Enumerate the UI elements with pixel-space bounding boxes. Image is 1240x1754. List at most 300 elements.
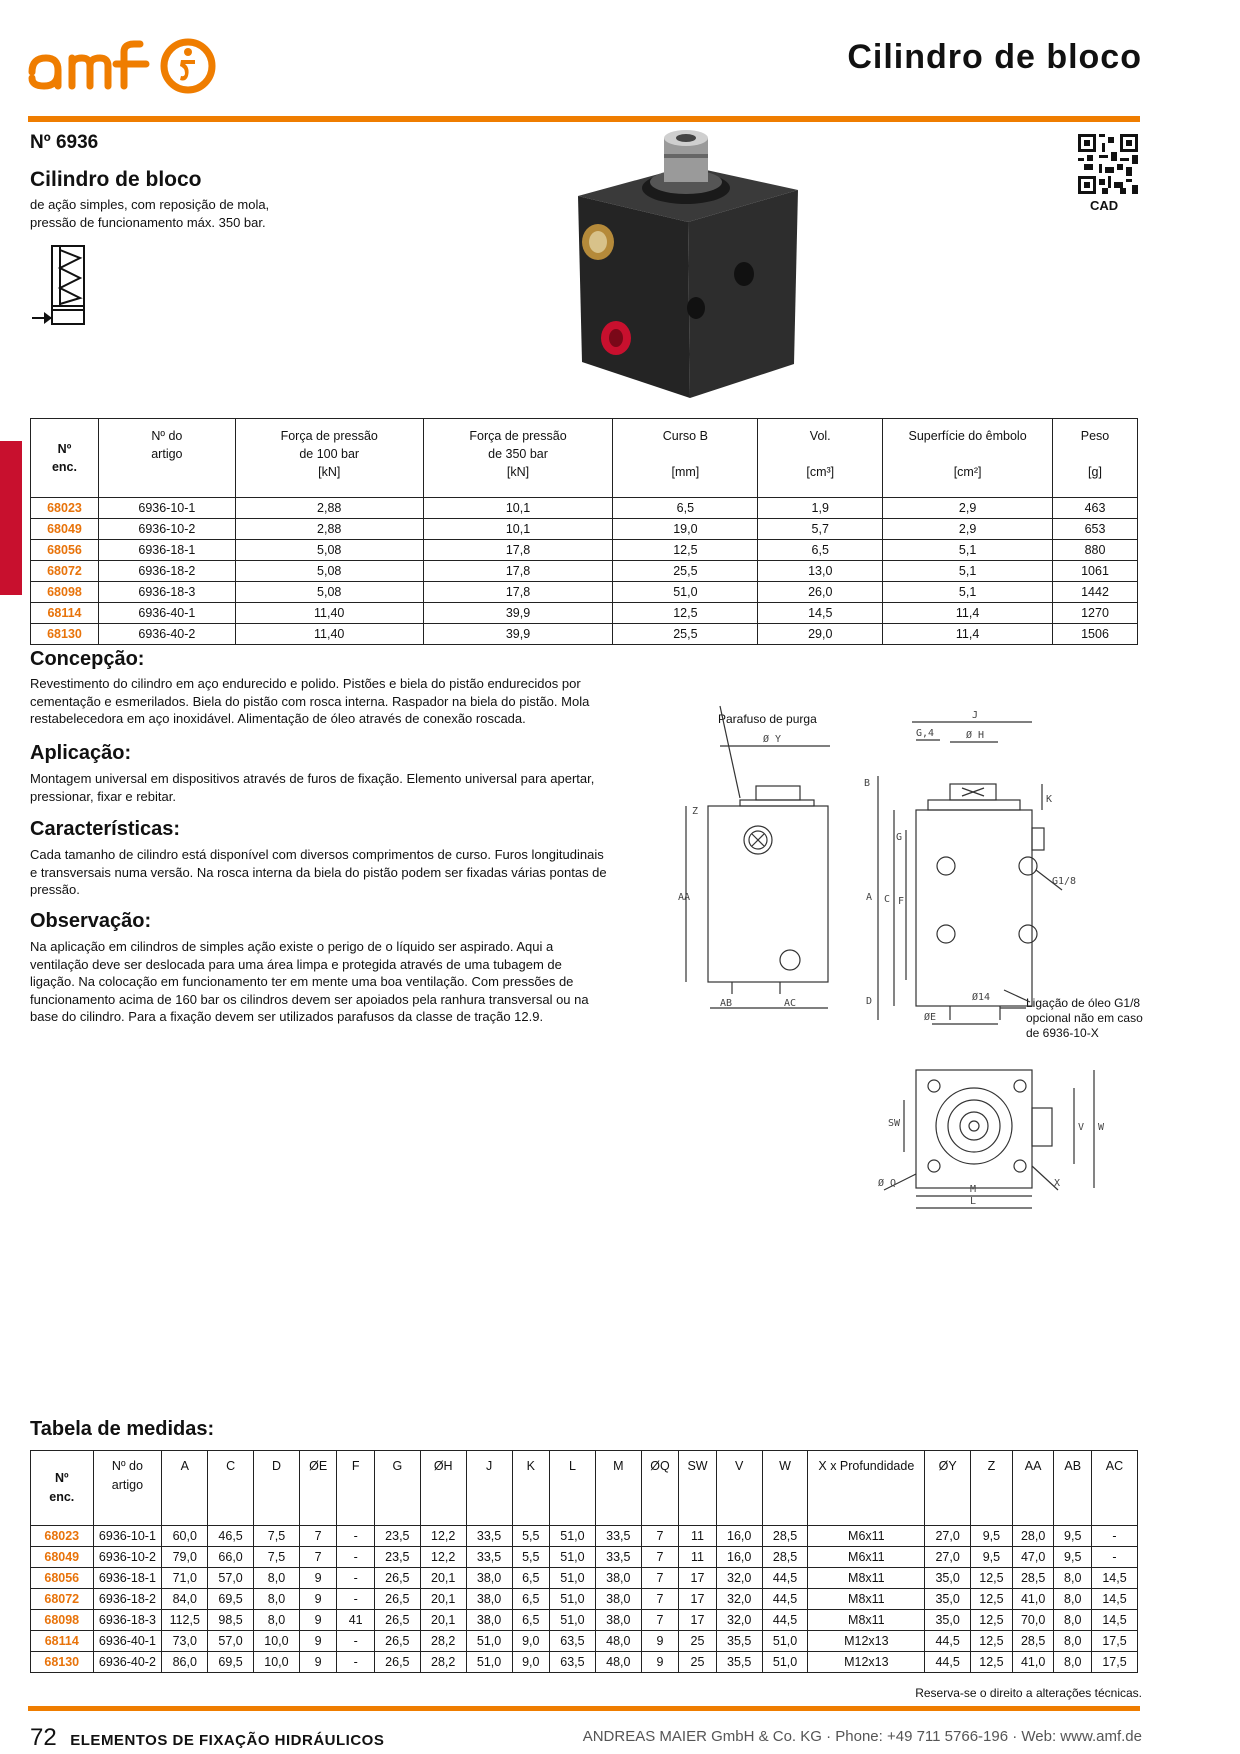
table-cell: M8x11: [808, 1610, 925, 1631]
spec-header-cell: [613, 419, 758, 498]
spec-table: [30, 418, 1138, 645]
table-cell: -: [1091, 1547, 1137, 1568]
order-number-cell[interactable]: 68114: [31, 1631, 94, 1652]
table-cell: 9: [299, 1631, 337, 1652]
dim-row: [31, 1568, 1138, 1589]
table-cell: 12,5: [971, 1610, 1013, 1631]
text-line: opcional não em caso: [1026, 1011, 1143, 1025]
product-photo: [568, 126, 818, 411]
dim-label: C: [884, 894, 891, 905]
table-cell: 6936-10-1: [98, 498, 235, 519]
dim-header-cell: [466, 1451, 512, 1526]
table-cell: 35,5: [716, 1652, 762, 1673]
dim-row: [31, 1589, 1138, 1610]
dim-row: [31, 1610, 1138, 1631]
text-line: de 6936-10-X: [1026, 1026, 1099, 1040]
dim-header-cell: [925, 1451, 971, 1526]
table-cell: 8,0: [1054, 1631, 1092, 1652]
table-cell: 2,88: [235, 498, 423, 519]
table-cell: 6936-18-3: [98, 582, 235, 603]
spec-header-cell: [758, 419, 883, 498]
table-cell: 63,5: [550, 1652, 596, 1673]
table-cell: 112,5: [162, 1610, 208, 1631]
dim-label: Ø H: [966, 730, 985, 741]
table-cell: 8,0: [254, 1589, 300, 1610]
table-cell: 2,9: [883, 498, 1053, 519]
table-cell: 7: [641, 1568, 679, 1589]
table-cell: 5,1: [883, 561, 1053, 582]
table-cell: 6,5: [613, 498, 758, 519]
header-line: ØQ: [650, 1459, 670, 1473]
table-cell: 463: [1053, 498, 1138, 519]
table-cell: 5,5: [512, 1547, 550, 1568]
dim-header-cell: [337, 1451, 375, 1526]
table-cell: 98,5: [208, 1610, 254, 1631]
table-cell: 17: [679, 1589, 717, 1610]
table-cell: 10,0: [254, 1631, 300, 1652]
catalog-section: ELEMENTOS DE FIXAÇÃO HIDRÁULICOS: [70, 1732, 385, 1749]
product-description: [30, 196, 269, 232]
text-line: Cada tamanho de cilindro está disponível com diversos comprimentos de curso. Furos longitudinais: [30, 847, 604, 862]
table-cell: 2,88: [235, 519, 423, 540]
table-cell: 27,0: [925, 1526, 971, 1547]
table-cell: 26,5: [374, 1589, 420, 1610]
table-cell: 20,1: [420, 1568, 466, 1589]
table-cell: 38,0: [466, 1610, 512, 1631]
company-contact[interactable]: ANDREAS MAIER GmbH & Co. KG · Phone: +49 711 5766-196 · Web: www.amf.de: [582, 1728, 1142, 1745]
header-line: ØY: [938, 1459, 957, 1473]
text-line: e transversais numa versão. Na rosca interna da biela do pistão podem ser fixadas várias pontas de: [30, 864, 607, 880]
dim-label: W: [1098, 1122, 1105, 1133]
spec-header-cell: [235, 419, 423, 498]
table-cell: 14,5: [758, 603, 883, 624]
table-cell: 6,5: [512, 1589, 550, 1610]
top-rule: [28, 116, 1140, 122]
header-line: Força de pressão: [469, 429, 567, 443]
header-line: Curso B: [662, 429, 708, 443]
page-number: 72: [30, 1724, 57, 1751]
table-cell: 9: [299, 1568, 337, 1589]
dim-header-cell: [1054, 1451, 1092, 1526]
header-line: D: [271, 1459, 281, 1473]
dim-header-cell: [716, 1451, 762, 1526]
table-cell: -: [337, 1589, 375, 1610]
order-number-cell[interactable]: 68098: [31, 1610, 94, 1631]
table-cell: M12x13: [808, 1652, 925, 1673]
table-cell: 20,1: [420, 1610, 466, 1631]
table-cell: 6936-10-2: [93, 1547, 162, 1568]
table-cell: 10,1: [423, 519, 613, 540]
table-cell: 6936-18-1: [98, 540, 235, 561]
spec-header-cell: [31, 419, 99, 498]
table-cell: 6936-40-2: [93, 1652, 162, 1673]
table-cell: 9: [299, 1610, 337, 1631]
table-cell: M8x11: [808, 1589, 925, 1610]
table-cell: 51,0: [466, 1631, 512, 1652]
table-cell: 5,08: [235, 540, 423, 561]
article-number: Nº 6936: [30, 132, 99, 153]
table-cell: 12,5: [613, 540, 758, 561]
dim-header-cell: [808, 1451, 925, 1526]
dim-label: Ø Y: [763, 734, 782, 745]
order-number-cell[interactable]: 68056: [31, 540, 99, 561]
caracteristicas-heading: Características:: [30, 818, 181, 840]
order-number-cell[interactable]: 68072: [31, 561, 99, 582]
dim-label: X: [1054, 1178, 1061, 1189]
header-line: [615, 445, 755, 463]
dim-row: [31, 1526, 1138, 1547]
order-number-cell[interactable]: 68023: [31, 1526, 94, 1547]
aplicacao-heading: Aplicação:: [30, 742, 132, 764]
table-cell: 51,0: [550, 1568, 596, 1589]
table-cell: 20,1: [420, 1589, 466, 1610]
table-cell: 12,5: [971, 1652, 1013, 1673]
footer-left: [30, 1724, 384, 1752]
text-line: pressão.: [30, 882, 80, 897]
table-cell: 653: [1053, 519, 1138, 540]
table-cell: 84,0: [162, 1589, 208, 1610]
spec-row: [31, 561, 1138, 582]
header-line: artigo: [111, 1478, 144, 1492]
table-cell: 57,0: [208, 1568, 254, 1589]
table-cell: 1270: [1053, 603, 1138, 624]
table-cell: 63,5: [550, 1631, 596, 1652]
table-cell: -: [337, 1631, 375, 1652]
dim-row: [31, 1652, 1138, 1673]
header-line: K: [526, 1459, 535, 1473]
table-cell: 8,0: [1054, 1568, 1092, 1589]
header-line: [760, 445, 880, 463]
header-line: AC: [1105, 1459, 1124, 1473]
header-line: Vol.: [809, 429, 831, 443]
dim-label: AB: [720, 998, 733, 1009]
spec-header-cell: [1053, 419, 1138, 498]
table-cell: 11,4: [883, 603, 1053, 624]
table-cell: 1061: [1053, 561, 1138, 582]
dim-label: A: [866, 892, 873, 903]
table-cell: 11: [679, 1526, 717, 1547]
header-line: Nº do: [111, 1459, 143, 1473]
table-cell: 16,0: [716, 1547, 762, 1568]
table-cell: 60,0: [162, 1526, 208, 1547]
order-number-cell[interactable]: 68114: [31, 603, 99, 624]
text-line: Montagem universal em dispositivos através de furos de fixação. Elemento universal para apertar,: [30, 771, 595, 786]
table-cell: 1,9: [758, 498, 883, 519]
purge-screw-label: Parafuso de purga: [718, 712, 817, 726]
table-cell: 6936-10-2: [98, 519, 235, 540]
table-cell: 6,5: [512, 1568, 550, 1589]
table-cell: 5,7: [758, 519, 883, 540]
table-cell: 35,0: [925, 1568, 971, 1589]
dimension-table: [30, 1450, 1138, 1673]
dim-header-cell: [595, 1451, 641, 1526]
table-cell: 17,8: [423, 561, 613, 582]
table-cell: 46,5: [208, 1526, 254, 1547]
text-line: ligação. Na colocação em funcionamento ter em mente uma boa ventilação. Com pressões de: [30, 974, 574, 989]
dim-label: M: [970, 1184, 977, 1195]
table-cell: 17: [679, 1568, 717, 1589]
table-cell: 38,0: [595, 1589, 641, 1610]
table-cell: 6936-40-1: [98, 603, 235, 624]
dim-header-cell: [374, 1451, 420, 1526]
table-cell: 51,0: [550, 1526, 596, 1547]
header-line: artigo: [151, 447, 183, 461]
text-line: Revestimento do cilindro em aço endurecido e polido. Pistões e biela do pistão endurecidos por: [30, 676, 581, 691]
table-cell: 6936-40-2: [98, 624, 235, 645]
table-cell: 25,5: [613, 561, 758, 582]
table-cell: 17,8: [423, 540, 613, 561]
spec-row: [31, 624, 1138, 645]
dim-label: K: [1046, 794, 1053, 805]
table-cell: 7: [641, 1610, 679, 1631]
header-line: M: [613, 1459, 624, 1473]
table-cell: 38,0: [466, 1589, 512, 1610]
order-number-cell[interactable]: 68049: [31, 1547, 94, 1568]
order-number-cell[interactable]: 68023: [31, 498, 99, 519]
table-cell: 880: [1053, 540, 1138, 561]
table-cell: 38,0: [595, 1610, 641, 1631]
table-cell: 13,0: [758, 561, 883, 582]
table-cell: 86,0: [162, 1652, 208, 1673]
spec-body: [31, 498, 1138, 645]
dim-label: AA: [678, 892, 691, 903]
table-cell: 33,5: [595, 1526, 641, 1547]
dim-label: F: [898, 896, 905, 907]
text-line: restabelecedora em aço inoxidável. Alimentação de óleo através de conexão roscada.: [30, 711, 526, 726]
text-line: base do cilindro. Para a fixação devem ser utilizados parafusos da classe de tração 12.9.: [30, 1009, 544, 1024]
table-cell: 2,9: [883, 519, 1053, 540]
table-cell: 28,5: [1012, 1631, 1054, 1652]
dim-label: SW: [888, 1118, 901, 1129]
header-line: A: [180, 1459, 189, 1473]
header-line: [cm²]: [953, 465, 982, 479]
disclaimer: Reserva-se o direito a alterações técnicas.: [915, 1686, 1142, 1700]
dim-header-cell: [971, 1451, 1013, 1526]
table-cell: 6,5: [758, 540, 883, 561]
order-number-cell[interactable]: 68130: [31, 1652, 94, 1673]
header-line: F: [351, 1459, 360, 1473]
dim-header-cell: [762, 1451, 808, 1526]
dim-header-row: [31, 1451, 1138, 1526]
header-line: ØE: [309, 1459, 328, 1473]
header-line: SW: [687, 1459, 708, 1473]
table-cell: 32,0: [716, 1610, 762, 1631]
table-cell: 26,5: [374, 1631, 420, 1652]
table-cell: 5,1: [883, 540, 1053, 561]
table-cell: 32,0: [716, 1589, 762, 1610]
table-cell: 71,0: [162, 1568, 208, 1589]
dim-header-cell: [1012, 1451, 1054, 1526]
header-line: V: [735, 1459, 744, 1473]
table-cell: M6x11: [808, 1547, 925, 1568]
table-cell: 7: [299, 1526, 337, 1547]
table-cell: 33,5: [466, 1547, 512, 1568]
header-line: enc.: [49, 1490, 75, 1504]
header-line: [cm³]: [806, 465, 835, 479]
table-cell: 1506: [1053, 624, 1138, 645]
text-line: cementação e esmerilados. Biela do pistão com rosca interna. Raspador na biela do pistão. Mola: [30, 693, 590, 709]
header-line: [kN]: [318, 465, 341, 479]
table-cell: 48,0: [595, 1652, 641, 1673]
header-line: Nº: [54, 1471, 69, 1485]
dim-label: G: [896, 832, 903, 843]
table-cell: M6x11: [808, 1526, 925, 1547]
dim-label: AC: [784, 998, 797, 1009]
table-cell: 51,0: [762, 1652, 808, 1673]
table-cell: 10,1: [423, 498, 613, 519]
header-line: Nº do: [151, 429, 183, 443]
spec-header-row: [31, 419, 1138, 498]
order-number-cell[interactable]: 68056: [31, 1568, 94, 1589]
table-cell: -: [337, 1547, 375, 1568]
table-cell: 17,5: [1091, 1631, 1137, 1652]
header-line: [kN]: [506, 465, 530, 479]
table-cell: 69,5: [208, 1589, 254, 1610]
dim-header-cell: [550, 1451, 596, 1526]
header-line: de 100 bar: [299, 447, 360, 461]
table-cell: 7: [641, 1589, 679, 1610]
product-desc-line: pressão de funcionamento máx. 350 bar.: [30, 215, 266, 230]
header-line: [885, 445, 1050, 463]
spec-row: [31, 603, 1138, 624]
table-cell: -: [337, 1526, 375, 1547]
table-cell: 7: [641, 1526, 679, 1547]
dim-label: B: [864, 778, 871, 789]
order-number-cell[interactable]: 68098: [31, 582, 99, 603]
table-cell: 28,2: [420, 1631, 466, 1652]
table-cell: 14,5: [1091, 1568, 1137, 1589]
table-cell: 10,0: [254, 1652, 300, 1673]
table-cell: 9: [299, 1652, 337, 1673]
table-cell: 7: [641, 1547, 679, 1568]
amf-logo: [28, 36, 223, 101]
dim-label: Z: [692, 806, 699, 817]
table-cell: 25: [679, 1631, 717, 1652]
table-cell: 70,0: [1012, 1610, 1054, 1631]
table-cell: 6936-18-2: [98, 561, 235, 582]
order-number-cell[interactable]: 68072: [31, 1589, 94, 1610]
dim-row: [31, 1547, 1138, 1568]
technical-drawing: [680, 690, 1140, 1215]
table-cell: 19,0: [613, 519, 758, 540]
table-cell: 6936-18-2: [93, 1589, 162, 1610]
header-line: [101, 463, 233, 481]
table-cell: 35,0: [925, 1589, 971, 1610]
table-cell: 5,08: [235, 582, 423, 603]
table-cell: 9,5: [971, 1547, 1013, 1568]
header-line: Peso: [1080, 429, 1110, 443]
table-cell: 6936-18-3: [93, 1610, 162, 1631]
table-cell: 12,5: [971, 1631, 1013, 1652]
table-cell: 44,5: [925, 1631, 971, 1652]
header-line: AA: [1024, 1459, 1042, 1473]
table-cell: 8,0: [254, 1568, 300, 1589]
spec-header-cell: [423, 419, 613, 498]
caracteristicas-text: [30, 846, 680, 899]
header-line: Força de pressão: [280, 429, 378, 443]
table-cell: 7,5: [254, 1526, 300, 1547]
text-line: Ligação de óleo G1/8: [1026, 996, 1141, 1010]
dim-header-cell: [93, 1451, 162, 1526]
table-cell: 26,5: [374, 1652, 420, 1673]
table-cell: -: [337, 1652, 375, 1673]
table-cell: 9,0: [512, 1652, 550, 1673]
dim-header-cell: [208, 1451, 254, 1526]
header-line: L: [568, 1459, 576, 1473]
table-cell: 12,5: [971, 1589, 1013, 1610]
table-cell: 28,5: [1012, 1568, 1054, 1589]
table-cell: 26,5: [374, 1568, 420, 1589]
qr-code[interactable]: [1078, 133, 1138, 200]
header-line: ØH: [433, 1459, 453, 1473]
table-cell: 41,0: [1012, 1652, 1054, 1673]
header-line: X x Profundidade: [818, 1459, 915, 1473]
dim-header-cell: [420, 1451, 466, 1526]
observacao-heading: Observação:: [30, 910, 152, 932]
bottom-rule: [28, 1706, 1140, 1711]
header-line: [g]: [1088, 465, 1102, 479]
hydraulic-symbol: [30, 240, 90, 335]
order-number-cell[interactable]: 68049: [31, 519, 99, 540]
table-cell: 28,0: [1012, 1526, 1054, 1547]
table-cell: 25: [679, 1652, 717, 1673]
table-cell: M12x13: [808, 1631, 925, 1652]
table-cell: 8,0: [1054, 1652, 1092, 1673]
concepcao-heading: Concepção:: [30, 648, 145, 670]
dim-label: G,4: [916, 728, 935, 739]
header-line: AB: [1064, 1459, 1082, 1473]
table-cell: 51,0: [613, 582, 758, 603]
table-cell: 48,0: [595, 1631, 641, 1652]
table-cell: 38,0: [466, 1568, 512, 1589]
table-cell: 26,5: [374, 1610, 420, 1631]
table-cell: 44,5: [762, 1610, 808, 1631]
table-cell: 51,0: [466, 1652, 512, 1673]
order-number-cell[interactable]: 68130: [31, 624, 99, 645]
table-cell: 16,0: [716, 1526, 762, 1547]
text-line: pressionar, fixar e rebitar.: [30, 788, 176, 804]
table-cell: 8,0: [1054, 1589, 1092, 1610]
header-line: W: [779, 1459, 791, 1473]
header-line: Superfície do êmbolo: [908, 429, 1027, 443]
table-cell: 38,0: [595, 1568, 641, 1589]
dim-header-cell: [512, 1451, 550, 1526]
table-cell: 5,08: [235, 561, 423, 582]
dim-header-cell: [679, 1451, 717, 1526]
cad-label: CAD: [1090, 198, 1119, 213]
dim-header-cell: [641, 1451, 679, 1526]
table-cell: 9,0: [512, 1631, 550, 1652]
table-cell: 35,0: [925, 1610, 971, 1631]
table-cell: 33,5: [595, 1547, 641, 1568]
table-cell: 44,5: [762, 1568, 808, 1589]
header-line: [1055, 445, 1135, 463]
table-cell: 26,0: [758, 582, 883, 603]
table-cell: 32,0: [716, 1568, 762, 1589]
text-line: ventilação deve ser deslocada para uma área limpa e protegida através de uma tubagem de: [30, 956, 562, 972]
dim-label: ØE: [924, 1012, 937, 1023]
table-cell: 29,0: [758, 624, 883, 645]
dim-label: V: [1078, 1122, 1085, 1133]
table-cell: 41: [337, 1610, 375, 1631]
page-title: Cilindro de bloco: [847, 38, 1142, 76]
dim-row: [31, 1631, 1138, 1652]
table-cell: 9: [641, 1631, 679, 1652]
table-cell: 44,5: [762, 1589, 808, 1610]
dim-header-cell: [299, 1451, 337, 1526]
table-cell: 47,0: [1012, 1547, 1054, 1568]
dim-header-cell: [1091, 1451, 1137, 1526]
